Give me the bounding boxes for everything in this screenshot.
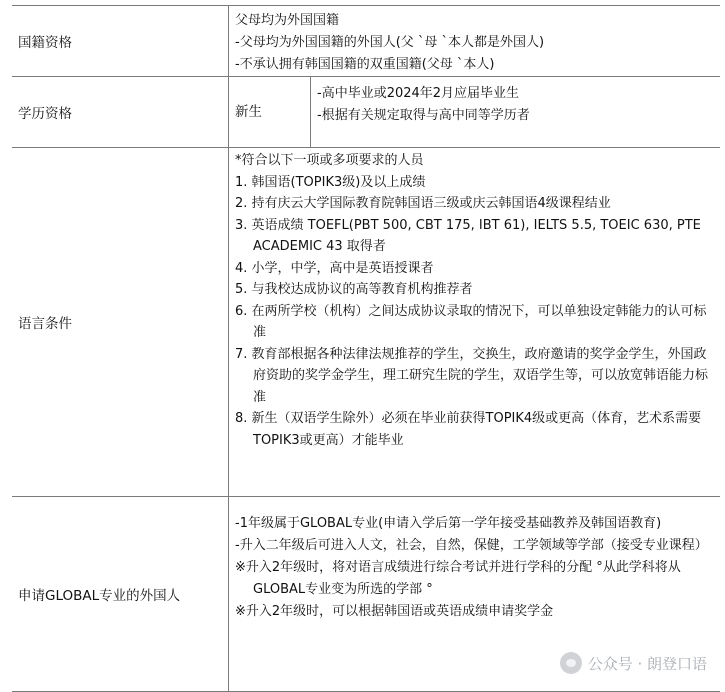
- watermark-text: 公众号 · 朗登口语: [587, 654, 707, 673]
- label-global: 申请GLOBAL专业的外国人: [12, 497, 229, 691]
- row-language: [12, 148, 720, 497]
- language-item: 1. 韩国语(TOPIK3级)及以上成绩: [235, 174, 426, 190]
- language-item: 2. 持有庆云大学国际教育院韩国语三级或庆云韩国语4级课程结业: [235, 196, 611, 211]
- language-item: 6. 在两所学校（机构）之间达成协议录取的情况下，可以单独设定韩能力的认可标准: [235, 303, 707, 340]
- label-education: 学历资格: [12, 77, 229, 147]
- nationality-line: -不承认拥有韩国国籍的双重国籍(父母 `本人): [235, 57, 495, 72]
- label-nationality: 国籍资格: [12, 6, 229, 76]
- global-line: ※升入2年级时，将对语言成绩进行综合考试并进行学科的分配 °从此学科将从GLOBAL专业变为所选的学部 °: [235, 560, 681, 597]
- row-education: [12, 77, 720, 148]
- content-education: [229, 77, 720, 147]
- education-line: -根据有关规定取得与高中同等学历者: [317, 108, 530, 123]
- nationality-line: 父母均为外国国籍: [235, 13, 340, 28]
- global-line: -升入二年级后可进入人文，社会，自然，保健，工学领域等学部（接受专业课程）: [235, 538, 708, 553]
- label-language: 语言条件: [12, 148, 229, 496]
- language-item: 5. 与我校达成协议的高等教育机构推荐者: [235, 282, 473, 297]
- row-nationality: [12, 5, 720, 77]
- global-line: -1年级属于GLOBAL专业(申请入学后第一学年接受基础教养及韩国语教育): [235, 516, 662, 531]
- language-intro: *符合以下一项或多项要求的人员: [235, 153, 424, 168]
- nationality-line: -父母均为外国国籍的外国人(父 `母 `本人都是外国人): [235, 35, 545, 50]
- wechat-icon: [560, 652, 582, 674]
- language-item: 4. 小学，中学，高中是英语授课者: [235, 260, 434, 276]
- language-item: 8. 新生（双语学生除外）必须在毕业前获得TOPIK4级或更高（体育，艺术系需要TOPIK3或更高）才能毕业: [235, 411, 702, 448]
- language-item: 7. 教育部根据各种法律法规推荐的学生，交换生，政府邀请的奖学金学生，外国政府资助的奖学金学生，理工研究生院的学生，双语学生等，可以放宽韩语能力标准: [235, 346, 709, 405]
- language-item: 3. 英语成绩 TOEFL(PBT 500, CBT 175, IBT 61), IELTS 5.5, TOEIC 630, PTE ACADEMIC 43 取得者: [235, 217, 701, 254]
- admission-table: [12, 5, 720, 692]
- content-language: [229, 148, 720, 496]
- education-sub-table: [229, 77, 720, 147]
- content-nationality: [229, 6, 720, 76]
- education-requirements: [311, 77, 720, 147]
- watermark: [560, 652, 707, 674]
- education-line: -高中毕业或2024年2月应届毕业生: [317, 86, 520, 101]
- label-new-student: 新生: [229, 77, 311, 147]
- global-line: ※升入2年级时，可以根据韩国语或英语成绩申请奖学金: [235, 604, 554, 619]
